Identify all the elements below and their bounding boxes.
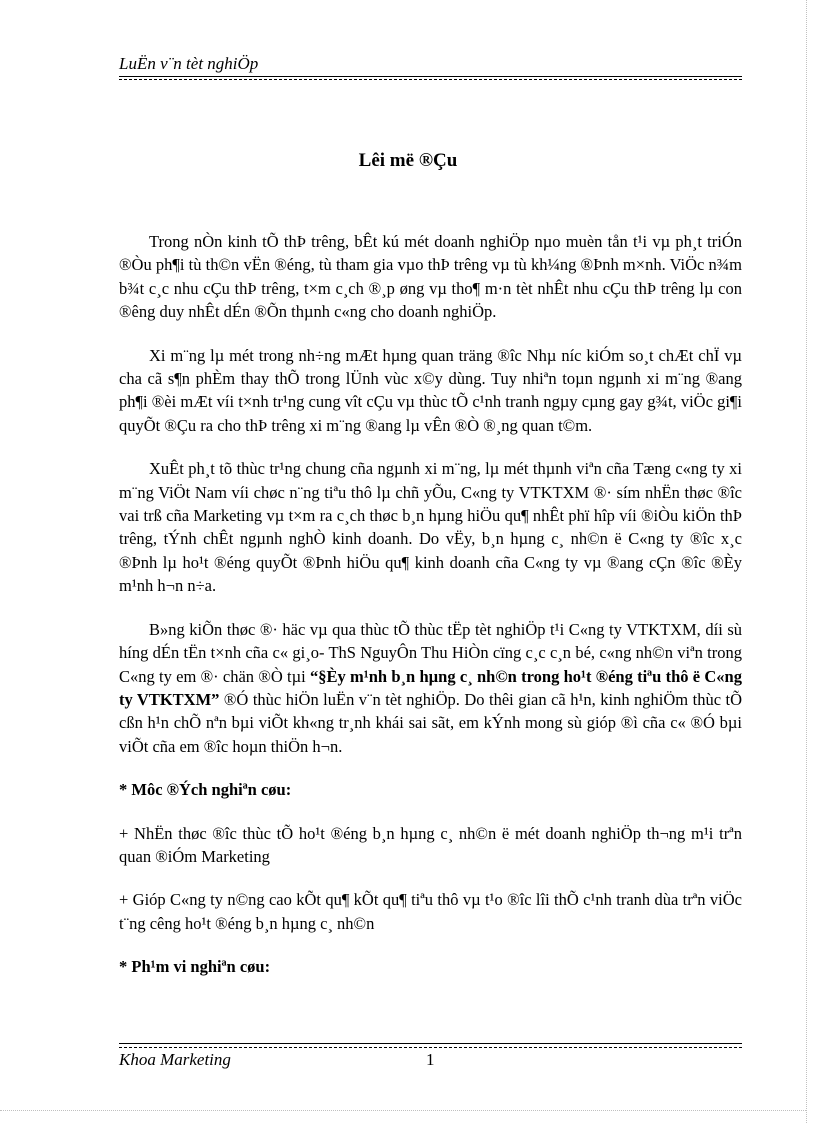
paragraph-4-text-start: B»ng kiÕn thøc ®· häc vµ qua thùc tÕ thùc tËp tèt nghiÖp t¹i C«ng ty VTKTXM, díi sù híng dÉn tËn t×nh cña c« gi¸o- ThS NguyÔn Thu HiÒn cïng c¸c c¸n bé, c«ng nh©n viªn trong C«ng ty em ®· chän ®Ò tµi	[119, 619, 742, 686]
paragraph-2: Xi m¨ng lµ mét trong nh÷ng mÆt hµng quan träng ®îc Nhµ níc kiÓm so¸t chÆt chÏ vµ cha cã s¶n phÈm thay thÕ trong lÜnh vùc x©y dùng. Tuy nhiªn toµn ngµnh xi m¨ng ®ang ph¶i ®èi mÆt víi t×nh tr¹ng cung vît cÇu vµ thùc tÕ c¹nh tranh ngµy cµng gay g¾t, viÖc gi¶i quyÕt ®Çu ra cho thÞ trêng xi m¨ng ®ang lµ vÊn ®Ò ®¸ng quan t©m.	[119, 345, 742, 435]
thesis-topic: “§Èy m¹nh b¸n hµng c¸ nh©n trong ho¹t ®éng tiªu thô ë C«ng ty VTKTXM”	[119, 666, 742, 709]
section-heading-scope: * Ph¹m vi nghiªn cøu:	[119, 957, 271, 977]
document-body	[119, 230, 742, 999]
page-number: 1	[426, 1050, 435, 1069]
section-heading-goal: * Môc ®Ých nghiªn cøu:	[119, 780, 292, 800]
footer-department: Khoa Marketing	[119, 1050, 231, 1069]
goal-item-1: + NhËn thøc ®îc thùc tÕ ho¹t ®éng b¸n hµng c¸ nh©n ë mét doanh nghiÖp th¬ng m¹i trªn quan ®iÓm Marketing	[119, 823, 742, 866]
paragraph-4	[119, 618, 742, 758]
page-header	[119, 52, 742, 77]
paragraph-1: Trong nÒn kinh tÕ thÞ trêng, bÊt kú mét doanh nghiÖp nµo muèn tån t¹i vµ ph¸t triÓn ®Òu ph¶i tù th©n vËn ®éng, tù tham gia vµo thÞ trêng vµ tù kh¼ng ®Þnh m×nh. ViÖc n¾m b¾t c¸c nhu cÇu thÞ trêng, t×m c¸ch ®¸p øng vµ tho¶ m·n tèt nhÊt nhu cÇu thÞ trêng lµ con ®êng duy nhÊt dÉn ®Õn thµnh c«ng cho doanh nghiÖp.	[119, 232, 742, 322]
footer-rule	[119, 1043, 742, 1044]
goal-item-2: + Gióp C«ng ty n©ng cao kÕt qu¶ kÕt qu¶ tiªu thô vµ t¹o ®îc lîi thÕ c¹nh tranh dùa trªn viÖc t¨ng cêng ho¹t ®éng b¸n hµng c¸ nh©n	[119, 890, 742, 933]
paragraph-3: XuÊt ph¸t tõ thùc tr¹ng chung cña ngµnh xi m¨ng, lµ mét thµnh viªn cña Tæng c«ng ty xi m¨ng ViÖt Nam víi chøc n¨ng tiªu thô lµ chñ yÕu, C«ng ty VTKTXM ®· sím nhËn thøc ®îc vai trß cña Marketing vµ t×m ra c¸ch thøc b¸n hµng hiÖu qu¶ nhÊt phï hîp víi ®iÒu kiÖn thÞ trêng, tÝnh chÊt ngµnh nghÒ kinh doanh. Do vËy, b¸n hµng c¸ nh©n ë C«ng ty ®îc x¸c ®Þnh lµ ho¹t ®éng quyÕt ®Þnh hiÖu qu¶ kinh doanh cña C«ng ty vµ ®ang cÇn ®îc ®Èy m¹nh h¬n n÷a.	[119, 459, 742, 596]
header-title: LuËn v¨n tèt nghiÖp	[119, 54, 259, 73]
page-edge-bottom	[0, 1110, 806, 1111]
paragraph-4-text-end: ®Ó thùc hiÖn luËn v¨n tèt nghiÖp. Do thêi gian cã h¹n, kinh nghiÖm thùc tÕ cßn h¹n chÕ nªn bµi viÕt kh«ng tr¸nh khái sai sãt, em kÝnh mong sù gióp ®ì cña c« ®Ó bµi viÕt cña em ®îc hoµn thiÖn h¬n.	[119, 689, 742, 756]
document-title: Lêi më ®Çu	[358, 150, 458, 171]
